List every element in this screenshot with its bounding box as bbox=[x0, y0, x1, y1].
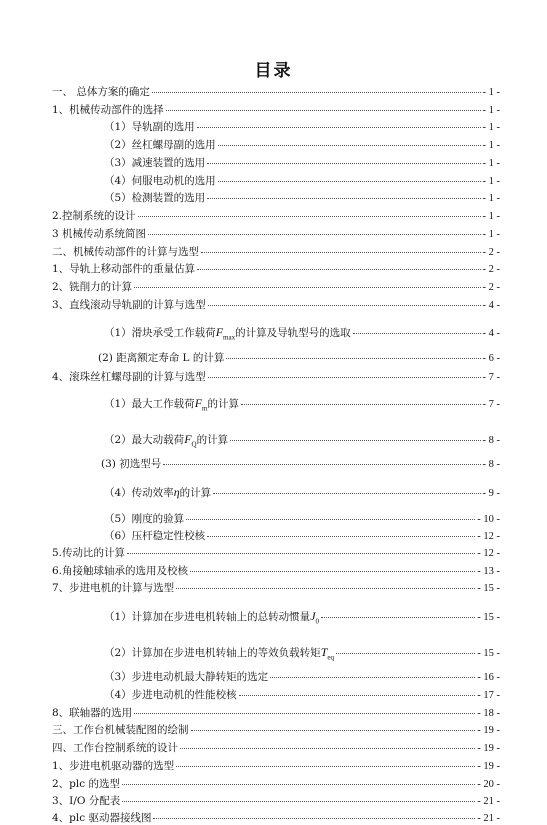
toc-entry-label: （4）伺服电动机的选用 bbox=[104, 175, 216, 187]
toc-entry[interactable] bbox=[52, 104, 500, 117]
toc-entry-page: - 1 - bbox=[482, 122, 500, 133]
dot-leader bbox=[201, 252, 481, 253]
toc-entry-page: - 2 - bbox=[482, 282, 500, 293]
toc-entry-label: 一、 总体方案的确定 bbox=[52, 86, 150, 98]
toc-entry-label bbox=[52, 610, 319, 628]
toc-entry-label bbox=[52, 486, 211, 504]
dot-leader bbox=[241, 404, 481, 405]
toc-entry[interactable] bbox=[52, 192, 500, 205]
toc-entry-label: （2）丝杠螺母副的选用 bbox=[104, 139, 216, 151]
toc-entry-page: - 1 - bbox=[482, 140, 500, 151]
toc-entry-text: 的计算 bbox=[179, 487, 212, 499]
toc-entry-page: - 9 - bbox=[482, 488, 500, 499]
toc-entry[interactable] bbox=[52, 724, 500, 737]
toc-entry[interactable] bbox=[52, 326, 500, 344]
toc-entry-label bbox=[52, 397, 239, 415]
toc-entry-page: - 7 - bbox=[482, 399, 500, 410]
toc-entry[interactable] bbox=[52, 795, 500, 808]
dot-leader bbox=[218, 181, 481, 182]
toc-entry-text: 的计算及导轨型号的选取 bbox=[235, 327, 351, 339]
toc-entry[interactable] bbox=[52, 175, 500, 188]
toc-entry-text: （2）计算加在步进电机转轴上的等效负载转矩 bbox=[104, 647, 321, 659]
formula-symbol: $F_Q$ bbox=[184, 432, 197, 449]
dot-leader bbox=[207, 163, 480, 164]
toc-entry-label bbox=[52, 326, 351, 344]
dot-leader bbox=[207, 198, 480, 199]
toc-entry-page: - 1 - bbox=[482, 158, 500, 169]
dot-leader bbox=[197, 269, 480, 270]
toc-entry[interactable] bbox=[52, 671, 500, 684]
toc-entry-label: 4、滚珠丝杠螺母副的计算与选型 bbox=[52, 371, 206, 383]
toc-entry-text: （1）滑块承受工作载荷 bbox=[104, 327, 216, 339]
dot-leader bbox=[134, 713, 475, 714]
toc-entry-label: 二、机械传动部件的计算与选型 bbox=[52, 246, 199, 258]
toc-entry-page: - 17 - bbox=[477, 690, 500, 701]
toc-entry-label: （5）检测装置的选用 bbox=[104, 192, 206, 204]
toc-entry-label: 2、plc 的选型 bbox=[52, 778, 120, 790]
toc-entry[interactable] bbox=[52, 433, 500, 451]
toc-entry-label: （6）压杆稳定性校核 bbox=[104, 530, 206, 542]
toc-entry[interactable] bbox=[52, 458, 500, 471]
toc-entry-label: 8、联轴器的选用 bbox=[52, 707, 133, 719]
toc-entry[interactable] bbox=[52, 707, 500, 720]
dot-leader bbox=[166, 110, 481, 111]
toc-entry[interactable] bbox=[52, 246, 500, 259]
dot-leader bbox=[122, 801, 475, 802]
toc-entry-page: - 8 - bbox=[482, 459, 500, 470]
dot-leader bbox=[197, 127, 481, 128]
toc-entry-label: 三、工作台机械装配图的绘制 bbox=[52, 724, 189, 736]
toc-entry[interactable] bbox=[52, 210, 500, 223]
toc-entry-page: - 1 - bbox=[482, 211, 500, 222]
dot-leader bbox=[208, 377, 481, 378]
toc-entry-label: 4、plc 驱动器接线图 bbox=[52, 812, 152, 824]
toc-entry[interactable] bbox=[52, 299, 500, 312]
toc-entry-label bbox=[52, 646, 334, 664]
toc-entry-label: 1、导轨上移动部件的重量估算 bbox=[52, 263, 196, 275]
toc-entry[interactable] bbox=[52, 352, 500, 365]
toc-entry-label: 2.控制系统的设计 bbox=[52, 210, 136, 222]
toc-entry[interactable] bbox=[52, 760, 500, 773]
toc-entry-page: - 19 - bbox=[477, 743, 500, 754]
formula-symbol: $T_{eq}$ bbox=[320, 645, 334, 662]
toc-entry-label: 3、I/O 分配表 bbox=[52, 795, 121, 807]
toc-entry-page: - 21 - bbox=[477, 796, 500, 807]
toc-entry-page: - 7 - bbox=[482, 372, 500, 383]
dot-leader bbox=[127, 553, 475, 554]
formula-symbol: η bbox=[173, 485, 180, 499]
toc-entry-label: 6.角接触球轴承的选用及校核 bbox=[52, 565, 189, 577]
toc-entry[interactable] bbox=[52, 397, 500, 415]
toc-entry[interactable] bbox=[52, 486, 500, 504]
dot-leader bbox=[239, 695, 476, 696]
toc-entry-page: - 8 - bbox=[482, 435, 500, 446]
toc-entry-page: - 6 - bbox=[482, 353, 500, 364]
dot-leader bbox=[138, 216, 481, 217]
toc-entry[interactable] bbox=[52, 228, 500, 241]
formula-symbol: $F_{max}$ bbox=[215, 325, 236, 342]
dot-leader bbox=[153, 818, 475, 819]
toc-entry[interactable] bbox=[52, 281, 500, 294]
toc-entry-page: - 13 - bbox=[477, 566, 500, 577]
toc-entry-page: - 1 - bbox=[482, 105, 500, 116]
toc-entry[interactable] bbox=[52, 812, 500, 825]
toc-entry-label: 5.传动比的计算 bbox=[52, 547, 126, 559]
toc-entry-page: - 1 - bbox=[482, 176, 500, 187]
toc-entry-label: （4）步进电动机的性能校核 bbox=[104, 689, 237, 701]
dot-leader bbox=[176, 766, 475, 767]
toc-entry[interactable] bbox=[52, 778, 500, 791]
dot-leader bbox=[213, 493, 480, 494]
toc-entry-text: （1）计算加在步进电机转轴上的总转动惯量 bbox=[104, 611, 311, 623]
toc-entry-page: - 1 - bbox=[482, 193, 500, 204]
dot-leader bbox=[353, 333, 481, 334]
toc-entry[interactable] bbox=[52, 582, 500, 595]
toc-entry-page: - 19 - bbox=[477, 725, 500, 736]
toc-entry[interactable] bbox=[52, 610, 500, 628]
dot-leader bbox=[176, 588, 475, 589]
toc-entry[interactable] bbox=[52, 139, 500, 152]
toc-entry[interactable] bbox=[52, 565, 500, 578]
toc-entry-page: - 4 - bbox=[482, 300, 500, 311]
toc-entry-label bbox=[52, 433, 228, 451]
toc-entry-page: - 16 - bbox=[477, 672, 500, 683]
toc-entry[interactable] bbox=[52, 689, 500, 702]
toc-entry-page: - 21 - bbox=[477, 813, 500, 824]
toc-entry[interactable] bbox=[52, 157, 500, 170]
toc-entry-page: - 20 - bbox=[477, 779, 500, 790]
toc-entry[interactable] bbox=[52, 530, 500, 543]
dot-leader bbox=[186, 519, 475, 520]
formula-symbol: $J_0$ bbox=[310, 609, 320, 626]
toc-entry-page: - 15 - bbox=[477, 583, 500, 594]
toc-entry[interactable] bbox=[52, 513, 500, 526]
dot-leader bbox=[208, 305, 481, 306]
dot-leader bbox=[207, 536, 475, 537]
toc-entry-text: （4）传动效率 bbox=[104, 487, 174, 499]
toc-entry-label: 2、铣削力的计算 bbox=[52, 281, 133, 293]
dot-leader bbox=[336, 653, 475, 654]
formula-symbol: $F_m$ bbox=[194, 396, 208, 413]
page-title: 目录 bbox=[254, 61, 293, 81]
toc-entry-text: （1）最大工作载荷 bbox=[104, 398, 195, 410]
toc-entry-label: (3) 初选型号 bbox=[101, 458, 162, 470]
dot-leader bbox=[270, 677, 475, 678]
toc-entry-page: - 15 - bbox=[477, 648, 500, 659]
dot-leader bbox=[226, 358, 480, 359]
toc-entry-label: （1）导轨副的选用 bbox=[104, 121, 195, 133]
toc-entry[interactable] bbox=[52, 371, 500, 384]
toc-entry-page: - 4 - bbox=[482, 328, 500, 339]
toc-entry-text: 的计算 bbox=[207, 398, 239, 410]
toc-entry[interactable] bbox=[52, 742, 500, 755]
toc-entry-label: （5）刚度的验算 bbox=[104, 513, 185, 525]
dot-leader bbox=[134, 287, 480, 288]
toc-entry-page: - 12 - bbox=[477, 531, 500, 542]
toc-entry-label: （3）步进电动机最大静转矩的选定 bbox=[104, 671, 269, 683]
dot-leader bbox=[321, 617, 475, 618]
toc-entry-page: - 2 - bbox=[482, 247, 500, 258]
dot-leader bbox=[180, 748, 475, 749]
toc-entry[interactable] bbox=[52, 86, 500, 99]
toc-entry-label: (2) 距离额定寿命 L 的计算 bbox=[98, 352, 225, 364]
toc-entry-label: 1、步进电机驱动器的选型 bbox=[52, 760, 175, 772]
toc-entry-page: - 1 - bbox=[482, 87, 500, 98]
toc-entry-label: 四、工作台控制系统的设计 bbox=[52, 742, 178, 754]
toc-entry-page: - 10 - bbox=[477, 514, 500, 525]
dot-leader bbox=[152, 92, 481, 93]
toc-entry-label: （3）减速装置的选用 bbox=[104, 157, 206, 169]
toc-entry-page: - 19 - bbox=[477, 761, 500, 772]
toc-entry-page: - 15 - bbox=[477, 612, 500, 623]
toc-entry-page: - 18 - bbox=[477, 708, 500, 719]
toc-entry-label: 1、机械传动部件的选择 bbox=[52, 104, 164, 116]
toc-entry[interactable] bbox=[52, 547, 500, 560]
toc-entry[interactable] bbox=[52, 121, 500, 134]
toc-entry-text: （2）最大动载荷 bbox=[104, 434, 185, 446]
dot-leader bbox=[191, 730, 476, 731]
dot-leader bbox=[148, 234, 480, 235]
toc-entry[interactable] bbox=[52, 646, 500, 664]
toc-entry-page: - 2 - bbox=[482, 264, 500, 275]
dot-leader bbox=[218, 145, 481, 146]
toc-entry-text: 的计算 bbox=[196, 434, 229, 446]
toc-entry-label: 3 机械传动系统简图 bbox=[52, 228, 147, 240]
dot-leader bbox=[122, 784, 475, 785]
dot-leader bbox=[230, 440, 480, 441]
dot-leader bbox=[163, 464, 480, 465]
dot-leader bbox=[190, 571, 475, 572]
toc-entry-label: 3、直线滚动导轨副的计算与选型 bbox=[52, 299, 206, 311]
toc-entry-page: - 1 - bbox=[482, 229, 500, 240]
toc-entry-label: 7、步进电机的计算与选型 bbox=[52, 582, 175, 594]
toc-entry-page: - 12 - bbox=[477, 548, 500, 559]
toc-entry[interactable] bbox=[52, 263, 500, 276]
